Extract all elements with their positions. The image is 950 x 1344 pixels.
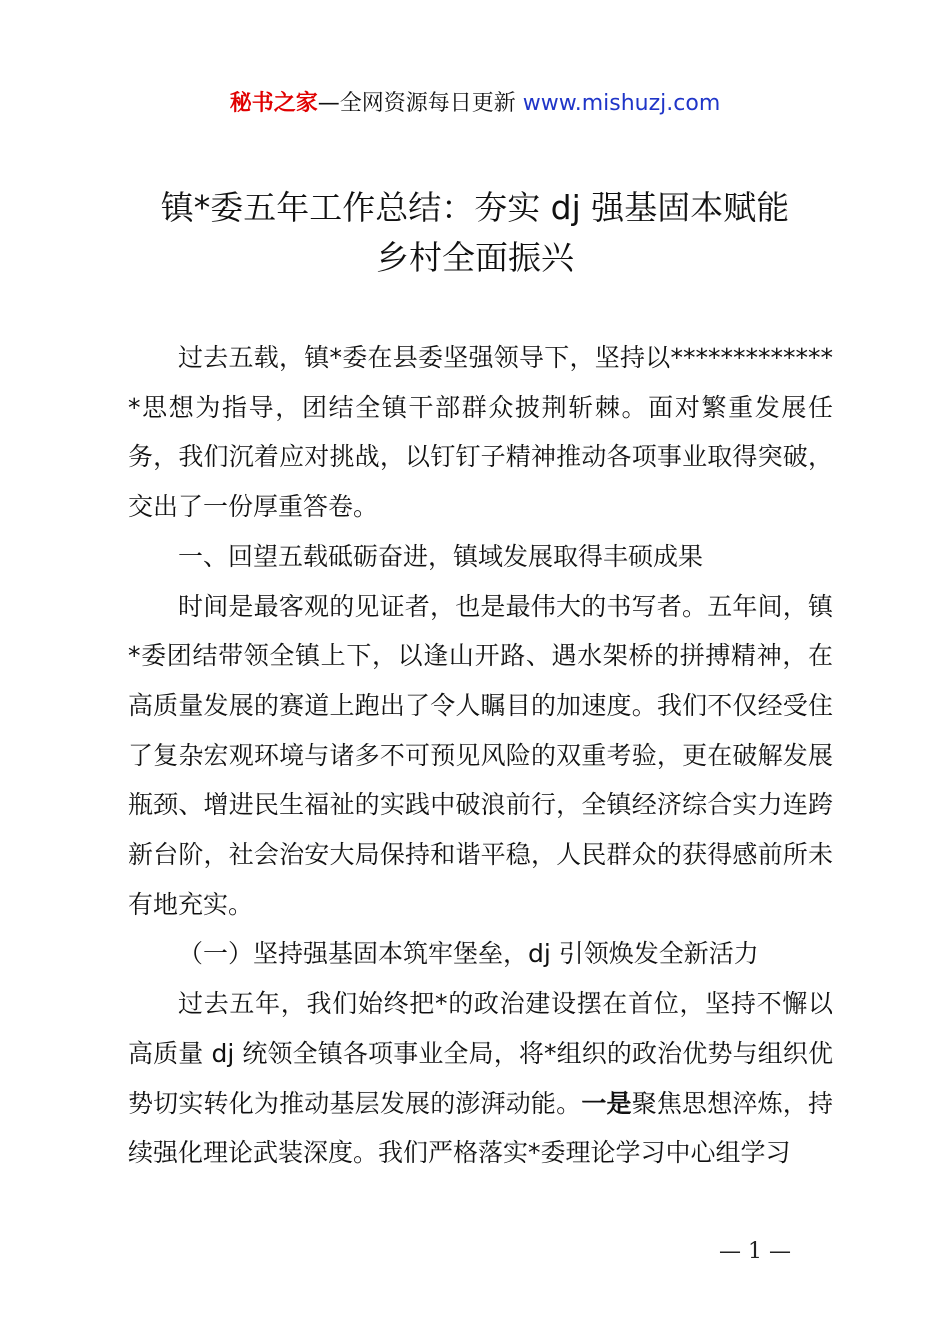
subsection-1-paragraph: [128, 979, 833, 1178]
document-title: [80, 183, 870, 283]
title-line-1: 镇*委五年工作总结：夯实 dj 强基固本赋能: [160, 188, 790, 227]
page-number: — 1 —: [719, 1239, 791, 1264]
title-line-2: 乡村全面振兴: [376, 238, 574, 277]
document-body: [128, 333, 833, 1178]
section-1-paragraph: 时间是最客观的见证者，也是最伟大的书写者。五年间，镇*委团结带领全镇上下，以逢山开路、遇水架桥的拼搏精神，在高质量发展的赛道上跑出了令人瞩目的加速度。我们不仅经受住了复杂宏观环境与诸多不可预见风险的双重考验，更在破解发展瓶颈、增进民生福祉的实践中破浪前行，全镇经济综合实力连跨新台阶，社会治安大局保持和谐平稳，人民群众的获得感前所未有地充实。: [128, 591, 833, 919]
subsection-heading-1: （一）坚持强基固本筑牢堡垒，dj 引领焕发全新活力: [178, 939, 759, 969]
subsection-1-text-b: 聚焦思想淬炼，持续强化理论武装深度。我们严格落实*委理论学习中心组学习: [128, 1088, 833, 1168]
header-tagline: —全网资源每日更新: [317, 91, 523, 116]
section-heading-1: 一、回望五载砥砺奋进，镇域发展取得丰硕成果: [178, 541, 704, 571]
emphasis-marker: 一是: [581, 1088, 632, 1118]
brand-name: 秘书之家: [229, 91, 318, 116]
site-url-link[interactable]: www.mishuzj.com: [522, 91, 721, 116]
intro-paragraph: 过去五载，镇*委在县委坚强领导下，坚持以**************思想为指导，团结全镇干部群众披荆斩棘。面对繁重发展任务，我们沉着应对挑战，以钉钉子精神推动各项事业取得突破，交出了一份厚重答卷。: [128, 343, 833, 522]
site-header: [0, 88, 950, 120]
subsection-1-text-a: 过去五年，我们始终把*的政治建设摆在首位，坚持不懈以高质量 dj 统领全镇各项事业全局，将*组织的政治优势与组织优势切实转化为推动基层发展的澎湃动能。: [128, 989, 833, 1118]
